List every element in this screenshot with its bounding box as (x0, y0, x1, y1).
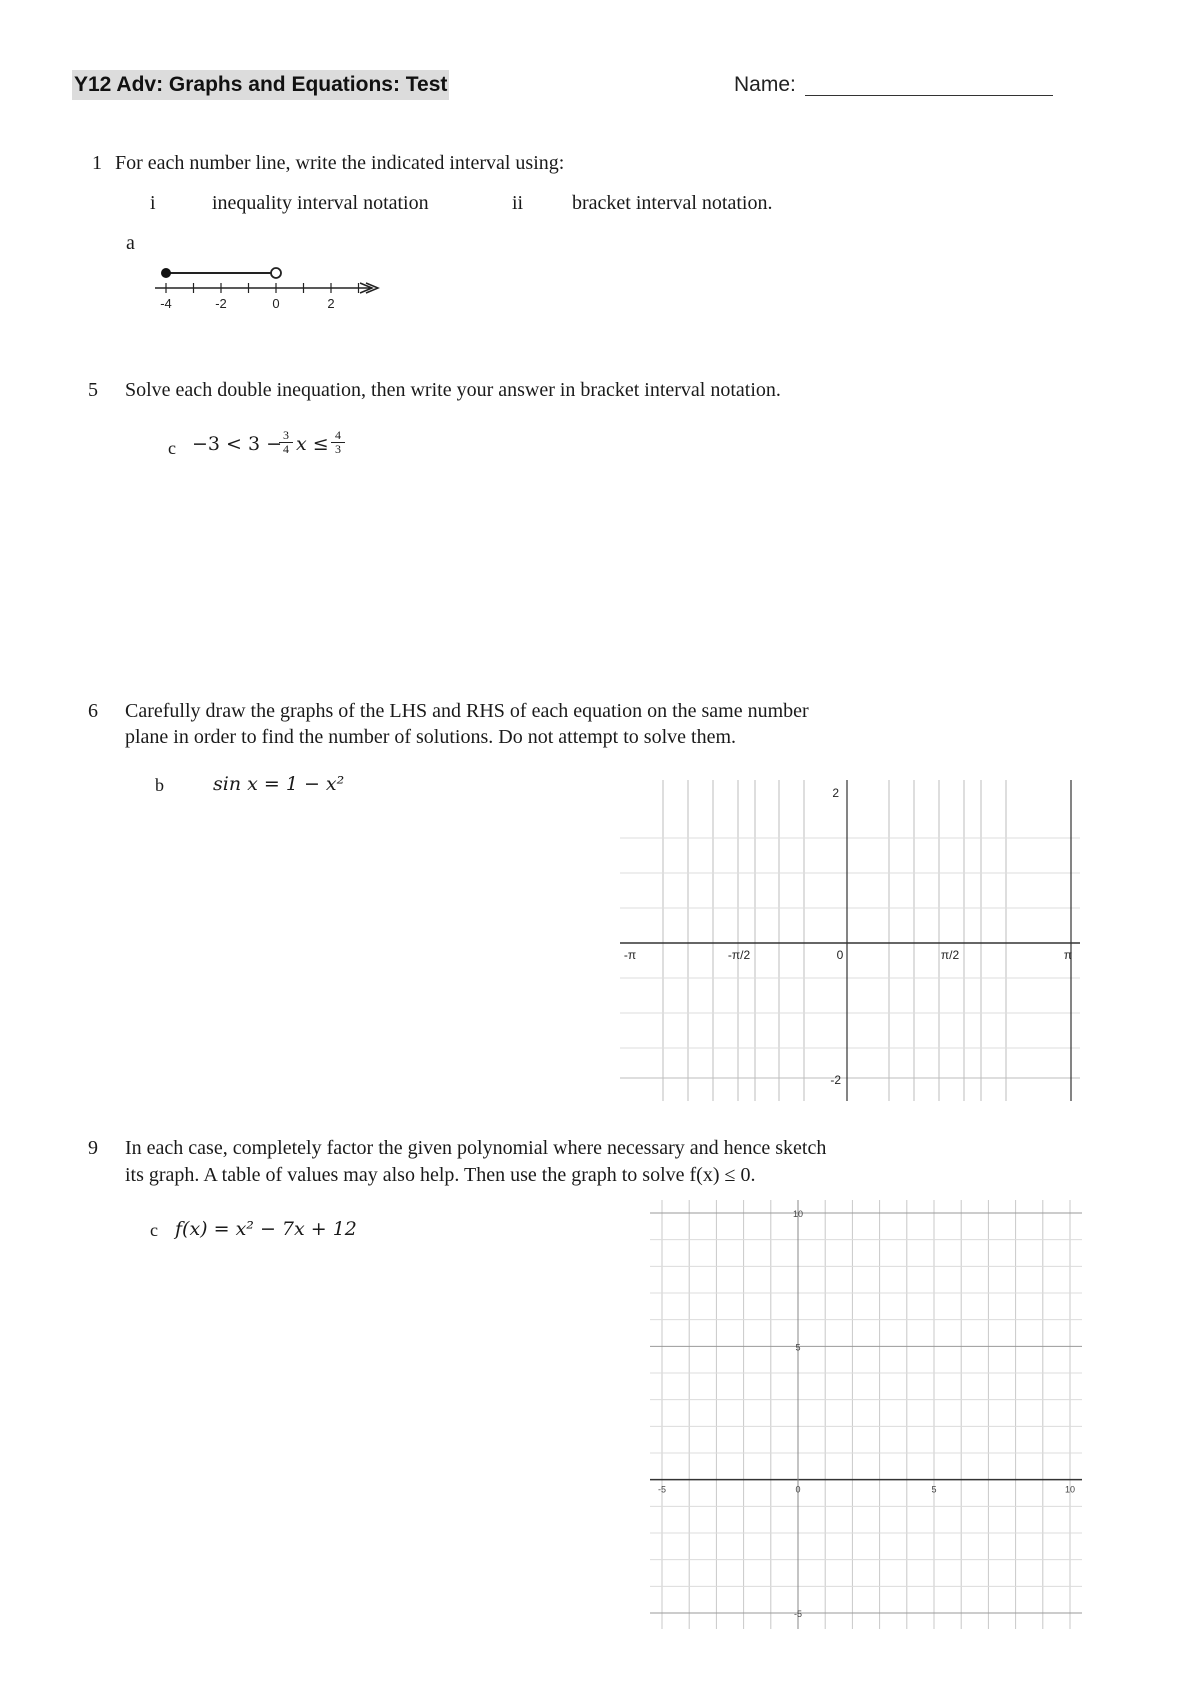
q5-frac2-numerator: 4 (335, 428, 341, 442)
q9-part-c: c (150, 1220, 158, 1240)
x-axis-label: 5 (931, 1484, 937, 1495)
x-axis-label: π (1063, 948, 1073, 962)
closed-endpoint (161, 268, 171, 278)
graph-grid-q9[interactable] (650, 1195, 1082, 1631)
number-line-tick-label: 0 (272, 296, 280, 311)
q1-number: 1 (92, 152, 102, 174)
q1-option-i-text: inequality interval notation (212, 192, 429, 214)
q5-frac2-denominator: 3 (331, 442, 345, 456)
number-line-tick-label: 2 (327, 296, 335, 311)
q6-prompt-line-2: plane in order to find the number of solutions. Do not attempt to solve them. (125, 726, 737, 748)
number-line (150, 258, 390, 314)
q9-function: f(x) = x² − 7x + 12 (175, 1218, 357, 1240)
number-line-tick-label: -4 (160, 296, 172, 311)
q1-prompt: For each number line, write the indicated interval using: (115, 152, 565, 174)
y-axis-label: -2 (830, 1073, 841, 1087)
q5-number: 5 (88, 379, 98, 401)
y-axis-label: 10 (792, 1209, 804, 1219)
q6-equation: sin x = 1 − x² (213, 773, 345, 795)
q9-prompt-line-2: its graph. A table of values may also help. Then use the graph to solve f(x) ≤ 0. (125, 1164, 756, 1186)
y-axis-label: 2 (832, 786, 839, 800)
open-endpoint (271, 268, 281, 278)
name-label: Name: (734, 73, 796, 96)
q1-option-ii-text: bracket interval notation. (572, 192, 773, 214)
x-axis-label: -5 (657, 1484, 667, 1495)
q5-expr-left: −3 < 3 − (192, 433, 283, 455)
q6-prompt-line-1: Carefully draw the graphs of the LHS and RHS of each equation on the same number (125, 700, 809, 722)
q9-number: 9 (88, 1137, 98, 1159)
number-line-tick-label: -2 (215, 296, 227, 311)
q6-number: 6 (88, 700, 98, 722)
x-axis-label: -π (623, 948, 637, 962)
x-axis-label: -π/2 (727, 948, 751, 962)
x-axis-label: 10 (1064, 1484, 1076, 1495)
x-axis-label: 0 (836, 948, 844, 962)
y-axis-label: -5 (793, 1609, 803, 1619)
q5-fraction-1 (279, 429, 293, 456)
q9-prompt-line-1: In each case, completely factor the given polynomial where necessary and hence sketch (125, 1137, 827, 1159)
q5-prompt: Solve each double inequation, then write your answer in bracket interval notation. (125, 379, 781, 401)
q6-part-b: b (155, 775, 164, 795)
q1-option-ii-number: ii (512, 192, 524, 214)
page-title: Y12 Adv: Graphs and Equations: Test (72, 70, 449, 100)
q5-frac1-numerator: 3 (283, 428, 289, 442)
graph-grid-q6[interactable] (620, 775, 1082, 1103)
q5-part-c: c (168, 438, 176, 458)
q5-frac1-denominator: 4 (279, 442, 293, 456)
x-axis-label: π/2 (940, 948, 960, 962)
q5-fraction-2 (331, 429, 345, 456)
name-answer-line[interactable] (805, 95, 1053, 96)
x-axis-label: 0 (795, 1484, 801, 1495)
q1-option-i-number: i (150, 192, 156, 214)
q1-part-a: a (126, 232, 135, 254)
q5-expr-mid: x ≤ (296, 433, 329, 455)
y-axis-label: 5 (795, 1342, 801, 1353)
